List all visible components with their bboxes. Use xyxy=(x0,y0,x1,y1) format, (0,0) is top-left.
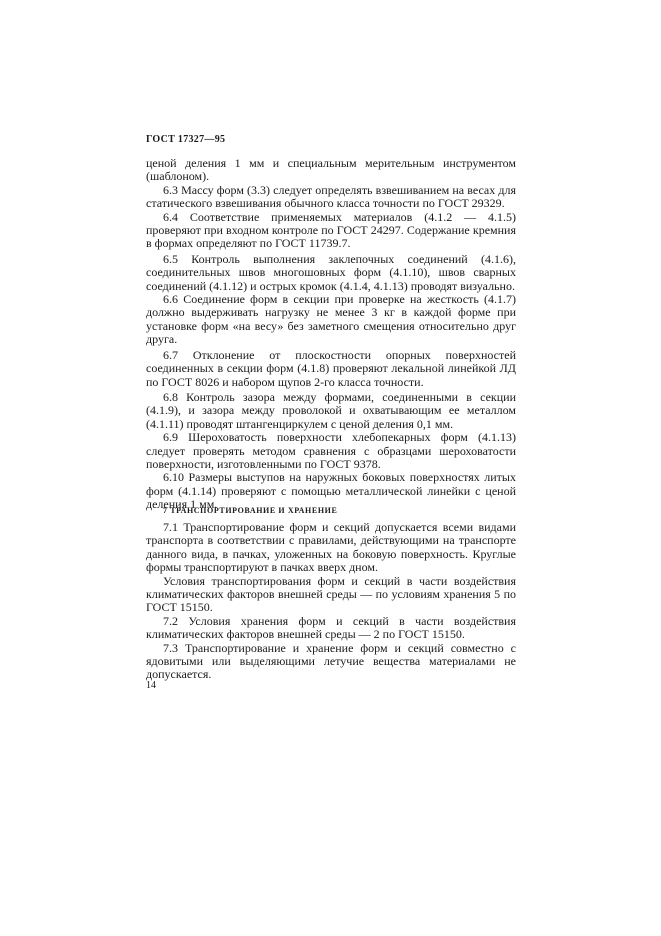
page-number: 14 xyxy=(146,680,156,691)
section-7-body xyxy=(146,521,516,682)
paragraph-6-7: 6.7 Отклонение от плоскостности опорных поверхностей соединенных в секции форм (4.1.8) проверяют лекальной линейкой ЛД по ГОСТ 8026 и набором щупов 2-го класса точности. xyxy=(146,347,516,389)
paragraph-6-10: 6.10 Размеры выступов на наружных боковых поверхностях литых форм (4.1.14) проверяют с помощью металлической линейки с ценой деления 1 мм. xyxy=(146,470,516,512)
paragraph-7-3: 7.3 Транспортирование и хранение форм и секций совместно с ядовитыми или выделяющими летучие вещества материалами не допускается. xyxy=(146,640,516,682)
section-6-body xyxy=(146,157,516,512)
section-7-title: 7 ТРАНСПОРТИРОВАНИЕ И ХРАНЕНИЕ xyxy=(163,506,338,515)
standard-header: ГОСТ 17327—95 xyxy=(146,134,226,145)
paragraph-6-6: 6.6 Соединение форм в секции при проверке на жесткость (4.1.7) должно выдерживать нагрузку не менее 3 кг в каждой форме при установке форм «на весу» без заметного смещения относительно друг друга. xyxy=(146,292,516,347)
paragraph-6-3: 6.3 Массу форм (3.3) следует определять взвешиванием на весах для статического взвешивания обычного класса точности по ГОСТ 29329. xyxy=(146,182,516,211)
paragraph-6-4: 6.4 Соответствие применяемых материалов (4.1.2 — 4.1.5) проверяют при входном контроле по ГОСТ 24297. Содержание кремния в формах определяют по ГОСТ 11739.7. xyxy=(146,209,516,251)
paragraph-6-9: 6.9 Шероховатость поверхности хлебопекарных форм (4.1.13) следует проверять методом сравнения с образцами шероховатости поверхности, изготовленными по ГОСТ 9378. xyxy=(146,430,516,471)
paragraph-7-1: 7.1 Транспортирование форм и секций допускается всеми видами транспорта в соответствии с правилами, действующими на транспорте данного вида, в пачках, уложенных на боковую поверхность. Круглые формы транспортируют в пачках вверх дном. xyxy=(146,520,516,575)
paragraph-7-1-conditions: Условия транспортирования форм и секций в части воздействия климатических факторов внешней среды — по условиям хранения 5 по ГОСТ 15150. xyxy=(146,573,516,615)
paragraph-intro: ценой деления 1 мм и специальным мерительным инструментом (шаблоном). xyxy=(146,156,516,184)
paragraph-6-5: 6.5 Контроль выполнения заклепочных соединений (4.1.6), соединительных швов многошовных форм (4.1.10), швов сварных соединений (4.1.12) и острых кромок (4.1.4, 4.1.13) проводят визуально. xyxy=(146,251,516,293)
paragraph-7-2: 7.2 Условия хранения форм и секций в части воздействия климатических факторов внешней среды — 2 по ГОСТ 15150. xyxy=(146,613,516,642)
paragraph-6-8: 6.8 Контроль зазора между формами, соединенными в секции (4.1.9), и зазора между проволокой и охватывающим ее металлом (4.1.11) проводят штангенциркулем с ценой деления 0,1 мм. xyxy=(146,389,516,431)
